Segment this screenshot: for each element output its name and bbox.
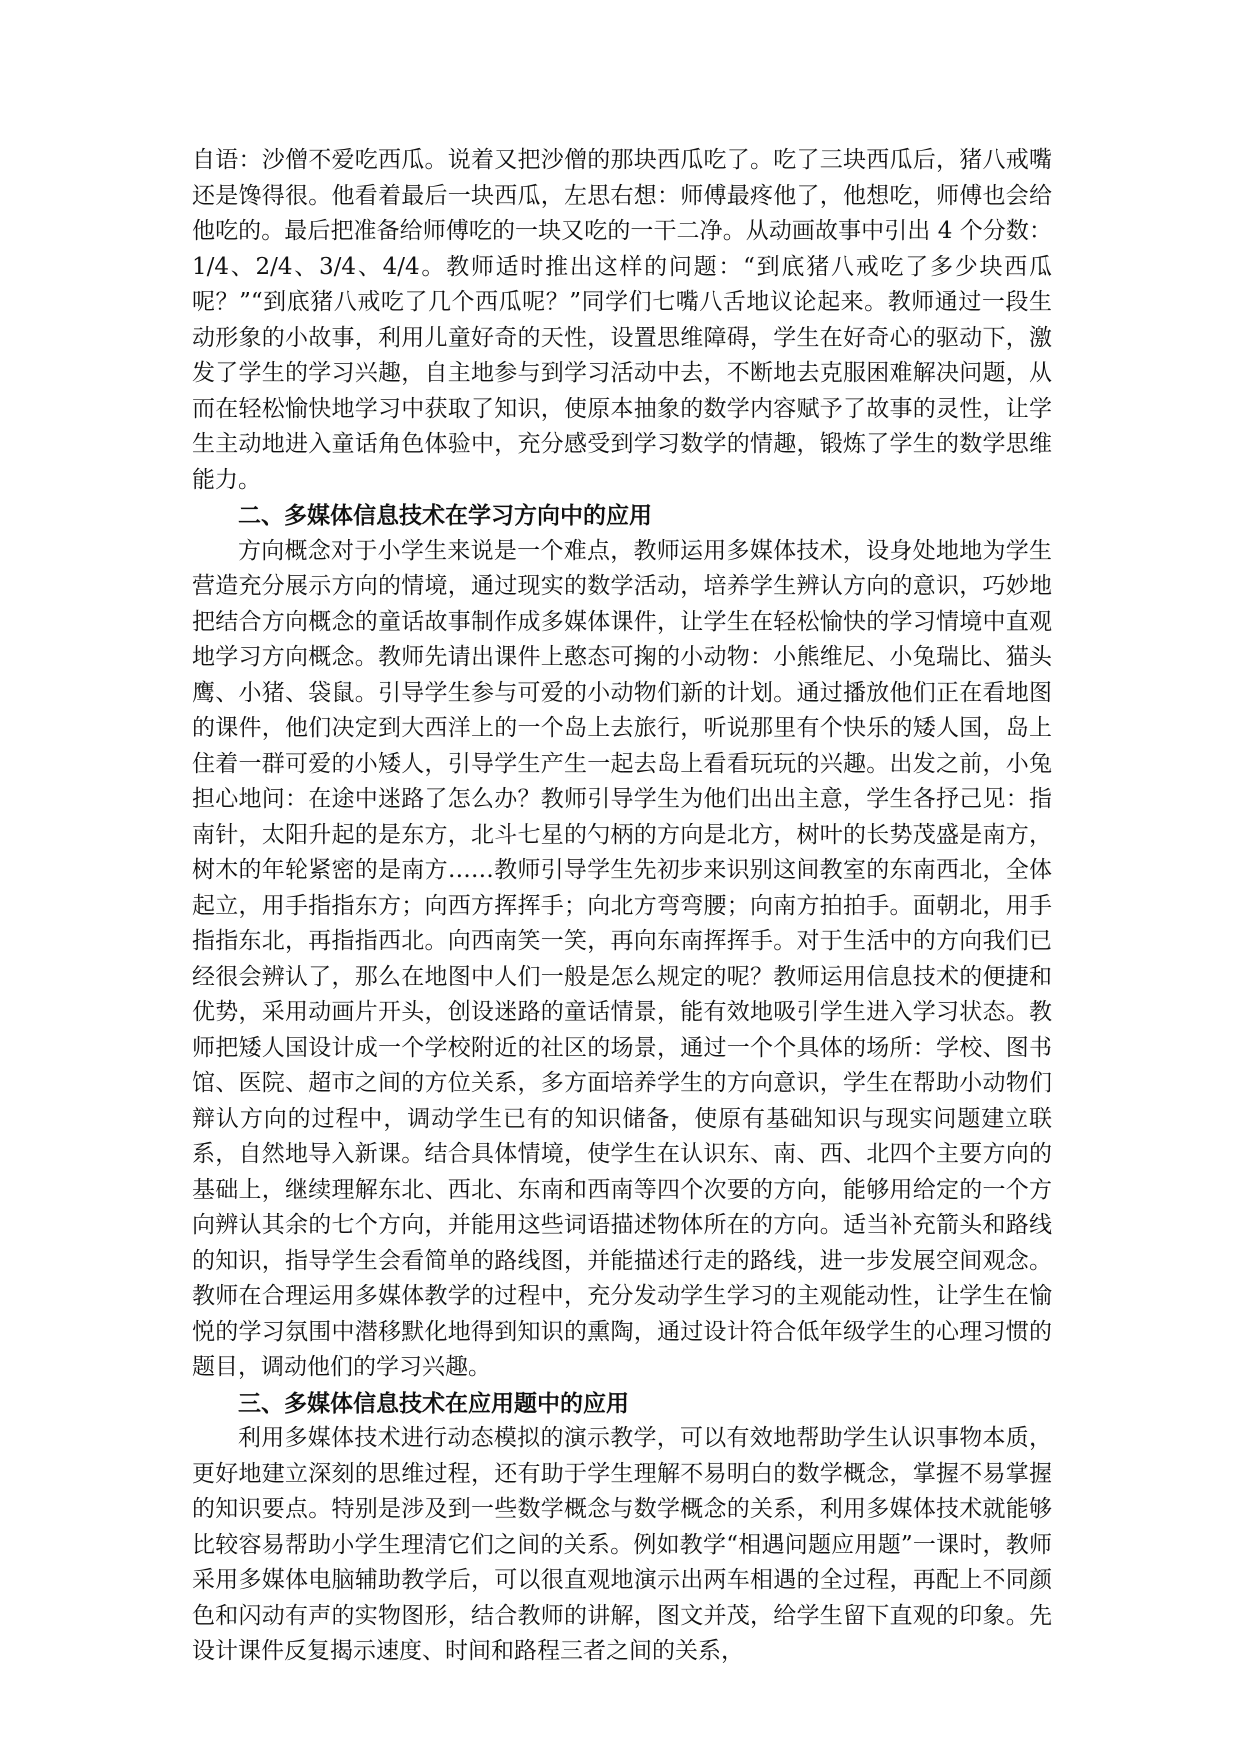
section-heading-2: 二、多媒体信息技术在学习方向中的应用 (238, 502, 652, 529)
document-body (192, 143, 1052, 1670)
paragraph-application: 利用多媒体技术进行动态模拟的演示教学，可以有效地帮助学生认识事物本质，更好地建立深刻的思维过程，还有助于学生理解不易明白的数学概念，掌握不易掌握的知识要点。特别是涉及到一些数学概念与数学概念的关系，利用多媒体技术就能够比较容易帮助小学生理清它们之间的关系。例如教学“相遇问题应用题”一课时，教师采用多媒体电脑辅助教学后，可以很直观地演示出两车相遇的全过程，再配上不同颜色和闪动有声的实物图形，结合教师的讲解，图文并茂，给学生留下直观的印象。先设计课件反复揭示速度、时间和路程三者之间的关系， (192, 1425, 1052, 1664)
section-heading-3: 三、多媒体信息技术在应用题中的应用 (238, 1389, 629, 1417)
paragraph-continuation: 自语：沙僧不爱吃西瓜。说着又把沙僧的那块西瓜吃了。吃了三块西瓜后，猪八戒嘴还是馋得很。他看着最后一块西瓜，左思右想：师傅最疼他了，他想吃，师傅也会给他吃的。最后把准备给师傅吃的一块又吃的一干二净。从动画故事中引出 4 个分数：1/4、2/4、3/4、4/4。教师适时推出这样的问题：“到底猪八戒吃了多少块西瓜呢？”“到底猪八戒吃了几个西瓜呢？”同学们七嘴八舌地议论起来。教师通过一段生动形象的小故事，利用儿童好奇的天性，设置思维障碍，学生在好奇心的驱动下，激发了学生的学习兴趣，自主地参与到学习活动中去，不断地去克服困难解决问题，从而在轻松愉快地学习中获取了知识，使原本抽象的数学内容赋予了故事的灵性，让学生主动地进入童话角色体验中，充分感受到学习数学的情趣，锻炼了学生的数学思维能力。 (192, 147, 1052, 493)
paragraph-direction: 方向概念对于小学生来说是一个难点，教师运用多媒体技术，设身处地地为学生营造充分展示方向的情境，通过现实的数学活动，培养学生辨认方向的意识，巧妙地把结合方向概念的童话故事制作成多媒体课件，让学生在轻松愉快的学习情境中直观地学习方向概念。教师先请出课件上憨态可掬的小动物：小熊维尼、小兔瑞比、猫头鹰、小猪、袋鼠。引导学生参与可爱的小动物们新的计划。通过播放他们正在看地图的课件，他们决定到大西洋上的一个岛上去旅行，听说那里有个快乐的矮人国，岛上住着一群可爱的小矮人，引导学生产生一起去岛上看看玩玩的兴趣。出发之前，小兔担心地问：在途中迷路了怎么办？教师引导学生为他们出出主意，学生各抒己见：指南针，太阳升起的是东方，北斗七星的勺柄的方向是北方，树叶的长势茂盛是南方，树木的年轮紧密的是南方……教师引导学生先初步来识别这间教室的东南西北，全体起立，用手指指东方；向西方挥挥手；向北方弯弯腰；向南方拍拍手。面朝北，用手指指东北，再指指西北。向西南笑一笑，再向东南挥挥手。对于生活中的方向我们已经很会辨认了，那么在地图中人们一般是怎么规定的呢？教师运用信息技术的便捷和优势，采用动画片开头，创设迷路的童话情景，能有效地吸引学生进入学习状态。教师把矮人国设计成一个学校附近的社区的场景，通过一个个具体的场所：学校、图书馆、医院、超市之间的方位关系，多方面培养学生的方向意识，学生在帮助小动物们辩认方向的过程中，调动学生已有的知识储备，使原有基础知识与现实问题建立联系，自然地导入新课。结合具体情境，使学生在认识东、南、西、北四个主要方向的基础上，继续理解东北、西北、东南和西南等四个次要的方向，能够用给定的一个方向辨认其余的七个方向，并能用这些词语描述物体所在的方向。适当补充箭头和路线的知识，指导学生会看简单的路线图，并能描述行走的路线，进一步发展空间观念。教师在合理运用多媒体教学的过程中，充分发动学生学习的主观能动性，让学生在愉悦的学习氛围中潜移默化地得到知识的熏陶，通过设计符合低年级学生的心理习惯的题目，调动他们的学习兴趣。 (192, 537, 1052, 1380)
